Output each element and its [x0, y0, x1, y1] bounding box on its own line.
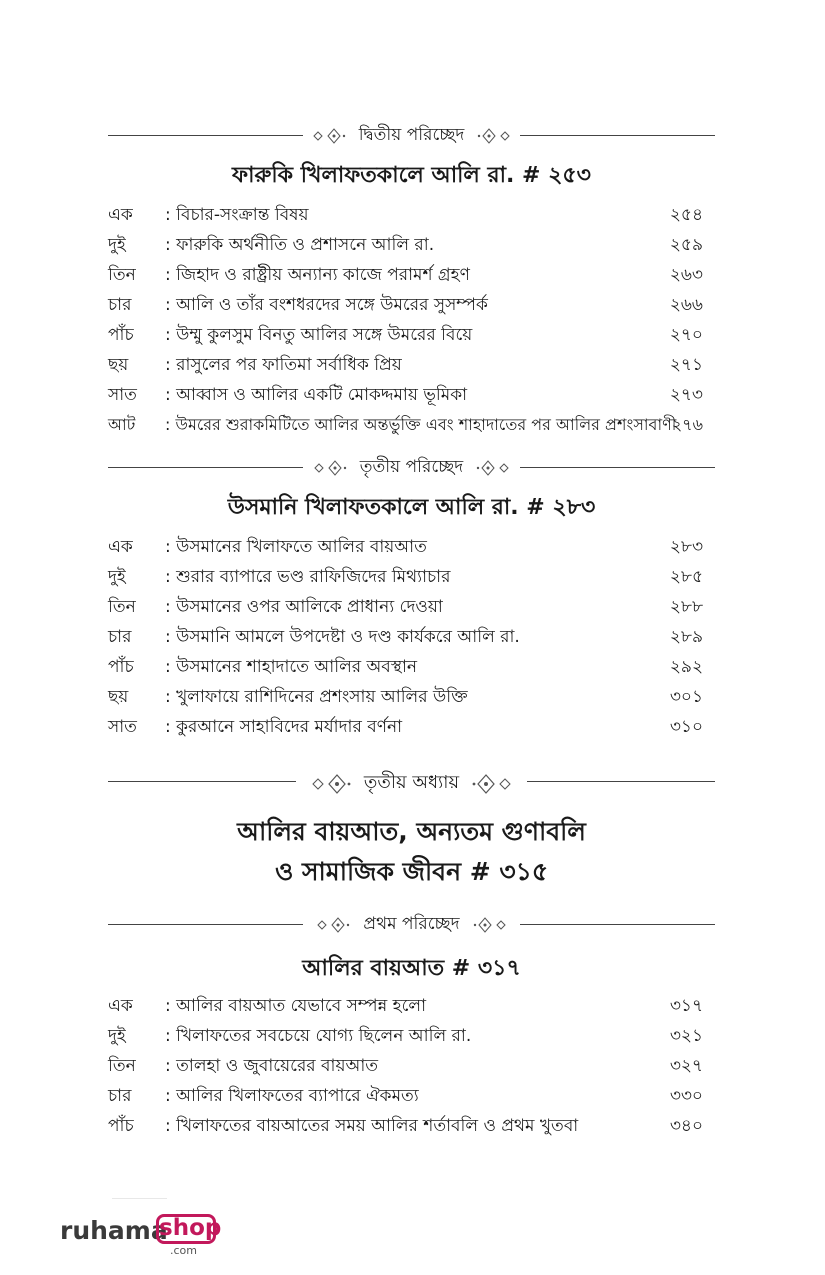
toc-entry[interactable] — [108, 594, 703, 620]
toc-entry[interactable] — [108, 232, 703, 258]
entry-number: পাঁচ — [108, 325, 134, 345]
entry-number: তিন — [108, 597, 136, 617]
entry-page: ৩৪০ — [669, 1116, 703, 1136]
toc-entry[interactable] — [108, 654, 703, 680]
entry-number: পাঁচ — [108, 1116, 134, 1136]
entry-page: ৩০১ — [669, 687, 703, 707]
part-divider — [108, 768, 715, 794]
entry-title: : বিচার-সংক্রান্ত বিষয় — [165, 205, 309, 225]
entry-page: ২৮৫ — [669, 567, 703, 587]
toc-entry[interactable] — [108, 352, 703, 378]
section-divider-label: তৃতীয় পরিচ্ছেদ — [354, 454, 469, 482]
section-divider — [108, 911, 715, 937]
toc-entry[interactable] — [108, 564, 703, 590]
entry-page: ২৬৩ — [669, 265, 703, 285]
entry-title: : ফারুকি অর্থনীতি ও প্রশাসনে আলি রা. — [165, 235, 435, 255]
ornament-icon — [309, 458, 349, 478]
entry-title: : জিহাদ ও রাষ্ট্রীয় অন্যান্য কাজে পরামর্শ গ্রহণ — [165, 265, 470, 285]
entry-number: চার — [108, 1086, 132, 1106]
entry-number: ছয় — [108, 687, 129, 707]
entry-page: ২৮৯ — [669, 627, 703, 647]
entry-number: তিন — [108, 265, 136, 285]
entry-title: : আলির বায়আত যেভাবে সম্পন্ন হলো — [165, 996, 427, 1016]
entry-title: : খিলাফতের বায়আতের সময় আলির শর্তাবলি ও প্রথম খুতবা — [165, 1116, 579, 1136]
entry-page: ২৭০ — [669, 325, 703, 345]
entry-title: : আলি ও তাঁর বংশধরদের সঙ্গে উমরের সুসম্পর্ক — [165, 295, 488, 315]
entry-title: : উসমানের শাহাদাতে আলির অবস্থান — [165, 657, 418, 677]
entry-number: এক — [108, 996, 133, 1016]
entry-page: ২৯২ — [669, 657, 703, 677]
toc-entry[interactable] — [108, 1053, 703, 1079]
entry-number: দুই — [108, 1026, 126, 1046]
ornament-icon — [308, 126, 348, 146]
toc-entry[interactable] — [108, 624, 703, 650]
entry-title: : আব্বাস ও আলির একটি মোকদ্দমায় ভূমিকা — [165, 385, 468, 405]
entry-number: তিন — [108, 1056, 136, 1076]
entry-number: আট — [108, 415, 136, 434]
entry-page: ২৭৬ — [671, 415, 703, 434]
entry-title: : আলির খিলাফতের ব্যাপারে ঐকমত্য — [165, 1086, 419, 1106]
ruhamashop-logo — [60, 1212, 230, 1262]
toc-entry[interactable] — [108, 993, 703, 1019]
entry-number: পাঁচ — [108, 657, 134, 677]
entry-page: ৩২৭ — [669, 1056, 703, 1076]
ornament-icon — [470, 772, 516, 796]
entry-title: : তালহা ও জুবায়েরের বায়আত — [165, 1056, 379, 1076]
chapter-heading: ফারুকি খিলাফতকালে আলি রা. # ২৫৩ — [232, 163, 591, 188]
entry-number: দুই — [108, 567, 126, 587]
logo-text-shop: shop — [159, 1215, 222, 1241]
section-divider-label: দ্বিতীয় পরিচ্ছেদ — [353, 122, 471, 150]
entry-number: এক — [108, 537, 133, 557]
entry-title: : কুরআনে সাহাবিদের মর্যাদার বর্ণনা — [165, 717, 403, 737]
toc-entry[interactable] — [108, 1023, 703, 1049]
chapter-heading: উসমানি খিলাফতকালে আলি রা. # ২৮৩ — [227, 495, 596, 520]
entry-page: ৩১৭ — [669, 996, 703, 1016]
entry-title: : উসমানি আমলে উপদেষ্টা ও দণ্ড কার্যকরে আলি রা. — [165, 627, 520, 647]
entry-page: ২৬৬ — [669, 295, 703, 315]
entry-number: দুই — [108, 235, 126, 255]
entry-page: ২৭১ — [669, 355, 703, 375]
entry-number: ছয় — [108, 355, 129, 375]
entry-number: সাত — [108, 717, 137, 737]
toc-entry[interactable] — [108, 534, 703, 560]
toc-entry[interactable] — [108, 714, 703, 740]
toc-entry[interactable] — [108, 1113, 703, 1139]
logo-text-ruhama: ruhama — [60, 1216, 168, 1245]
toc-entry[interactable] — [108, 382, 703, 408]
entry-title: : খিলাফতের সবচেয়ে যোগ্য ছিলেন আলি রা. — [165, 1026, 472, 1046]
logo-domain: .com — [170, 1244, 197, 1257]
ornament-icon — [474, 458, 514, 478]
entry-number: চার — [108, 295, 132, 315]
toc-entry[interactable] — [108, 1083, 703, 1109]
entry-page: ৩১০ — [669, 717, 703, 737]
entry-number: সাত — [108, 385, 137, 405]
section-divider — [108, 122, 715, 148]
part-heading-line-1: আলির বায়আত, অন্যতম গুণাবলি — [237, 817, 586, 846]
part-divider-label: তৃতীয় অধ্যায় — [358, 768, 465, 799]
entry-page: ২৫৪ — [669, 205, 703, 225]
section-divider-label: প্রথম পরিচ্ছেদ — [357, 911, 465, 939]
toc-entry[interactable] — [108, 322, 703, 348]
toc-entry[interactable] — [108, 412, 703, 438]
toc-entry[interactable] — [108, 202, 703, 228]
toc-entry[interactable] — [108, 684, 703, 710]
ornament-icon — [307, 772, 353, 796]
ornament-icon — [312, 915, 352, 935]
ornament-icon — [475, 126, 515, 146]
entry-page: ২৮৮ — [669, 597, 703, 617]
entry-page: ২৮৩ — [669, 537, 703, 557]
entry-title: : উসমানের ওপর আলিকে প্রাধান্য দেওয়া — [165, 597, 443, 617]
entry-number: চার — [108, 627, 132, 647]
entry-page: ৩৩০ — [669, 1086, 703, 1106]
entry-title: : রাসুলের পর ফাতিমা সর্বাধিক প্রিয় — [165, 355, 402, 375]
entry-title: : উম্মু কুলসুম বিনতু আলির সঙ্গে উমরের বিয়ে — [165, 325, 473, 345]
section-divider — [108, 454, 715, 480]
toc-entry[interactable] — [108, 292, 703, 318]
entry-title: : খুলাফায়ে রাশিদিনের প্রশংসায় আলির উক্তি — [165, 687, 468, 707]
chapter-heading: আলির বায়আত # ৩১৭ — [302, 956, 521, 981]
entry-page: ২৫৯ — [669, 235, 703, 255]
entry-title: : উমরের শুরাকমিটিতে আলির অন্তর্ভুক্তি এবং শাহাদাতের পর আলির প্রশংসাবাণী — [165, 415, 677, 434]
toc-entry[interactable] — [108, 262, 703, 288]
entry-page: ২৭৩ — [669, 385, 703, 405]
part-heading-line-2: ও সামাজিক জীবন # ৩১৫ — [274, 857, 549, 886]
entry-number: এক — [108, 205, 133, 225]
ornament-icon — [471, 915, 511, 935]
entry-title: : শুরার ব্যাপারে ভণ্ড রাফিজিদের মিথ্যাচার — [165, 567, 451, 587]
entry-page: ৩২১ — [669, 1026, 703, 1046]
entry-title: : উসমানের খিলাফতে আলির বায়আত — [165, 537, 427, 557]
